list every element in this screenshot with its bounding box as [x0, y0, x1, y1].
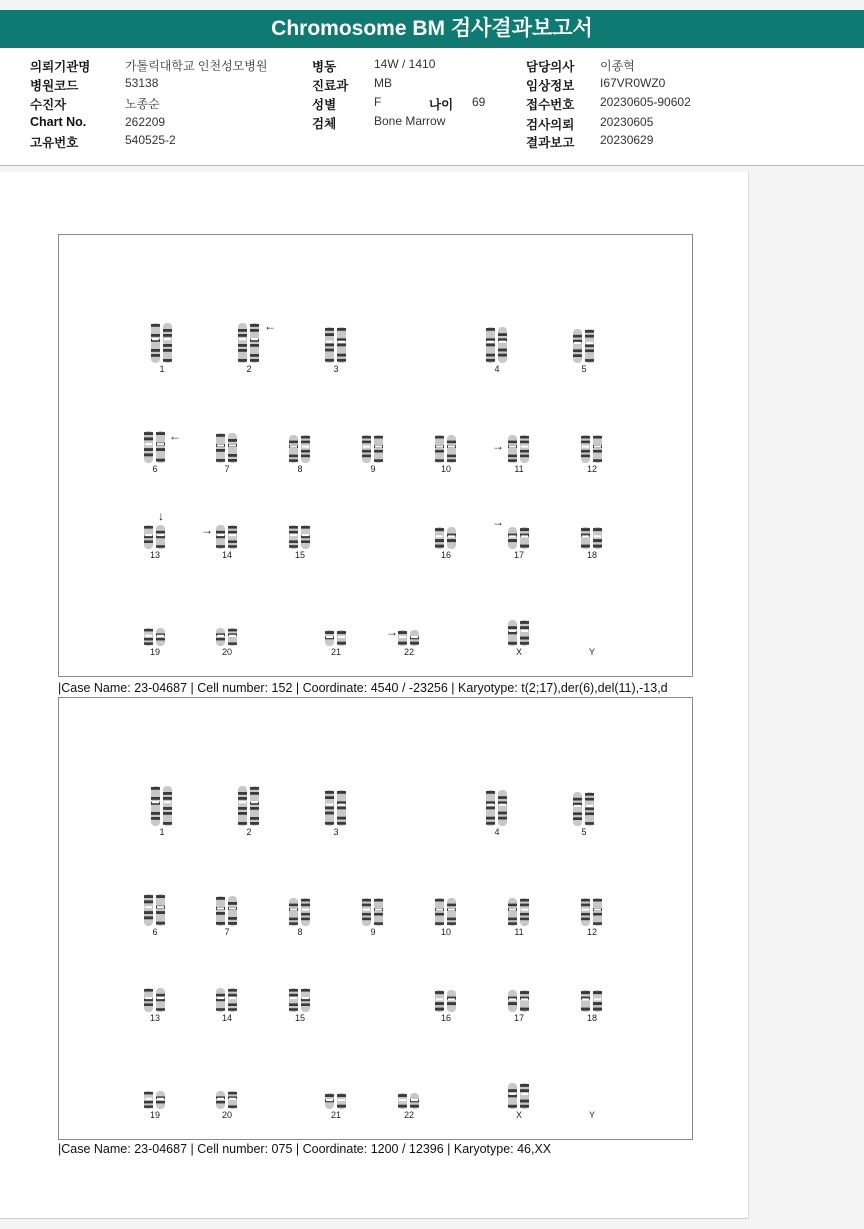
ward-label: 병동 — [312, 60, 337, 74]
age-value: 69 — [472, 95, 486, 109]
abnormality-arrow-icon: → — [386, 625, 398, 639]
chromosome-pair-3 — [323, 789, 349, 827]
chromosome-pair-4 — [484, 326, 510, 364]
chromosome-pair-22 — [396, 629, 422, 647]
chromosome-label: X — [515, 1110, 522, 1120]
sex-label: 성별 — [312, 98, 337, 112]
chromosome-label: 21 — [330, 647, 341, 657]
chromosome-label: 16 — [440, 1013, 451, 1023]
chromosome-label: 11 — [514, 464, 524, 474]
hospital-label: 의뢰기관명 — [30, 60, 91, 74]
chromosome-label: 12 — [586, 927, 597, 937]
chromosome-label: 15 — [294, 1013, 305, 1023]
karyotype-image-1 — [58, 234, 693, 677]
request-label: 검사의뢰 — [526, 118, 575, 132]
chromosome-label: 6 — [152, 927, 158, 937]
chromosome-label: 10 — [440, 927, 451, 937]
abnormality-arrow-icon: ↓ — [158, 509, 164, 523]
chromosome-label: 10 — [440, 464, 451, 474]
code-label: 병원코드 — [30, 79, 79, 93]
chromosome-pair-16 — [433, 526, 459, 550]
chromosome-label: 17 — [513, 1013, 524, 1023]
clinical-value: I67VR0WZ0 — [600, 76, 666, 90]
chromosome-pair-6 — [142, 893, 168, 927]
chromosome-pair-7 — [214, 895, 240, 927]
chromosome-label: 13 — [149, 1013, 160, 1023]
abnormality-arrow-icon: ← — [264, 319, 276, 333]
chromosome-pair-11 — [506, 897, 532, 927]
hospital-value: 가톨릭대학교 인천성모병원 — [125, 59, 268, 73]
chromosome-label: 4 — [494, 364, 500, 374]
chromosome-pair-18 — [579, 526, 605, 550]
ward-value: 14W / 1410 — [374, 57, 436, 71]
chromosome-pair-5 — [571, 328, 597, 364]
chromosome-label: 7 — [224, 927, 230, 937]
chromosome-pair-21 — [323, 1092, 349, 1110]
receipt-value: 20230605-90602 — [600, 95, 691, 109]
chromosome-label: 11 — [514, 927, 524, 937]
sex-value: F — [374, 95, 382, 109]
dept-label: 진료과 — [312, 79, 349, 93]
patient-value: 노종순 — [125, 97, 160, 111]
chromosome-pair-10 — [433, 434, 459, 464]
chromosome-pair-13 — [142, 987, 168, 1013]
chromosome-pair-3 — [323, 326, 349, 364]
chromosome-label: 18 — [586, 1013, 597, 1023]
chromosome-pair-8 — [287, 897, 313, 927]
specimen-label: 검체 — [312, 117, 337, 131]
chromosome-pair-12 — [579, 434, 605, 464]
chromosome-pair-X — [506, 619, 532, 647]
karyotype-image-2 — [58, 697, 693, 1140]
chromosome-pair-14 — [214, 987, 240, 1013]
chromosome-label: 12 — [586, 464, 597, 474]
chromosome-pair-11 — [506, 434, 532, 464]
chromosome-label: 9 — [370, 464, 376, 474]
chart-value: 262209 — [125, 115, 166, 129]
chromosome-label: X — [515, 647, 522, 657]
report-title-bar — [0, 10, 864, 48]
chromosome-pair-19 — [142, 627, 168, 647]
chromosome-label: 8 — [297, 464, 303, 474]
chromosome-label: 9 — [370, 927, 376, 937]
dept-value: MB — [374, 76, 392, 90]
chromosome-pair-19 — [142, 1090, 168, 1110]
chromosome-pair-21 — [323, 629, 349, 647]
chromosome-pair-2 — [236, 785, 262, 827]
chromosome-label: 20 — [221, 1110, 232, 1120]
chromosome-pair-15 — [287, 524, 313, 550]
chromosome-pair-12 — [579, 897, 605, 927]
chromosome-label: Y — [588, 647, 595, 657]
doctor-label: 담당의사 — [526, 60, 575, 74]
chromosome-label: 3 — [333, 827, 339, 837]
chromosome-label: Y — [588, 1110, 595, 1120]
chromosome-pair-10 — [433, 897, 459, 927]
chromosome-pair-5 — [571, 791, 597, 827]
chromosome-label: 1 — [159, 364, 165, 374]
chromosome-label: 18 — [586, 550, 597, 560]
chromosome-label: 2 — [246, 827, 252, 837]
karyotype-caption-2: |Case Name: 23-04687 | Cell number: 075 | Coordinate: 1200 / 12396 | Karyotype: 46,XX — [58, 1142, 552, 1156]
chromosome-pair-20 — [214, 627, 240, 647]
chromosome-label: 4 — [494, 827, 500, 837]
chromosome-label: 1 — [159, 827, 165, 837]
request-value: 20230605 — [600, 115, 654, 129]
chromosome-label: 2 — [246, 364, 252, 374]
patient-label: 수진자 — [30, 98, 67, 112]
chromosome-label: 20 — [221, 647, 232, 657]
chromosome-label: 16 — [440, 550, 451, 560]
chromosome-label: 22 — [403, 1110, 414, 1120]
chromosome-pair-6 — [142, 430, 168, 464]
report-title: Chromosome BM 검사결과보고서 — [271, 17, 593, 40]
chart-label: Chart No. — [30, 115, 87, 129]
age-label: 나이 — [429, 98, 454, 112]
chromosome-label: 3 — [333, 364, 339, 374]
chromosome-label: 5 — [581, 364, 587, 374]
report-label: 결과보고 — [526, 136, 575, 150]
chromosome-pair-1 — [149, 322, 175, 364]
chromosome-pair-17 — [506, 526, 532, 550]
chromosome-label: 6 — [152, 464, 158, 474]
receipt-label: 접수번호 — [526, 98, 575, 112]
chromosome-label: 5 — [581, 827, 587, 837]
chromosome-pair-9 — [360, 434, 386, 464]
chromosome-label: 21 — [330, 1110, 341, 1120]
chromosome-pair-17 — [506, 989, 532, 1013]
report-value: 20230629 — [600, 133, 654, 147]
chromosome-pair-2 — [236, 322, 262, 364]
karyotype-caption-1: |Case Name: 23-04687 | Cell number: 152 | Coordinate: 4540 / -23256 | Karyotype: t(2;17),der(6),del(11),-13,d — [58, 681, 668, 695]
chromosome-pair-13 — [142, 524, 168, 550]
abnormality-arrow-icon: ← — [169, 429, 181, 443]
abnormality-arrow-icon: → — [492, 439, 504, 453]
doctor-value: 이종혁 — [600, 59, 635, 73]
chromosome-pair-18 — [579, 989, 605, 1013]
chromosome-pair-22 — [396, 1092, 422, 1110]
chromosome-pair-9 — [360, 897, 386, 927]
chromosome-label: 8 — [297, 927, 303, 937]
chromosome-label: 13 — [149, 550, 160, 560]
specimen-value: Bone Marrow — [374, 114, 446, 128]
abnormality-arrow-icon: → — [201, 523, 213, 537]
chromosome-pair-X — [506, 1082, 532, 1110]
chromosome-pair-15 — [287, 987, 313, 1013]
chromosome-label: 22 — [403, 647, 414, 657]
chromosome-label: 14 — [221, 1013, 232, 1023]
chromosome-pair-7 — [214, 432, 240, 464]
chromosome-label: 19 — [149, 647, 160, 657]
clinical-label: 임상정보 — [526, 79, 575, 93]
chromosome-label: 17 — [513, 550, 524, 560]
abnormality-arrow-icon: → — [492, 515, 504, 529]
patient-info-panel — [0, 48, 864, 166]
chromosome-label: 19 — [149, 1110, 160, 1120]
chromosome-label: 7 — [224, 464, 230, 474]
chromosome-label: 14 — [221, 550, 232, 560]
chromosome-pair-14 — [214, 524, 240, 550]
chromosome-pair-8 — [287, 434, 313, 464]
id-label: 고유번호 — [30, 136, 79, 150]
code-value: 53138 — [125, 76, 159, 90]
chromosome-pair-16 — [433, 989, 459, 1013]
id-value: 540525-2 — [125, 133, 176, 147]
chromosome-label: 15 — [294, 550, 305, 560]
chromosome-pair-4 — [484, 789, 510, 827]
chromosome-pair-20 — [214, 1090, 240, 1110]
chromosome-pair-1 — [149, 785, 175, 827]
